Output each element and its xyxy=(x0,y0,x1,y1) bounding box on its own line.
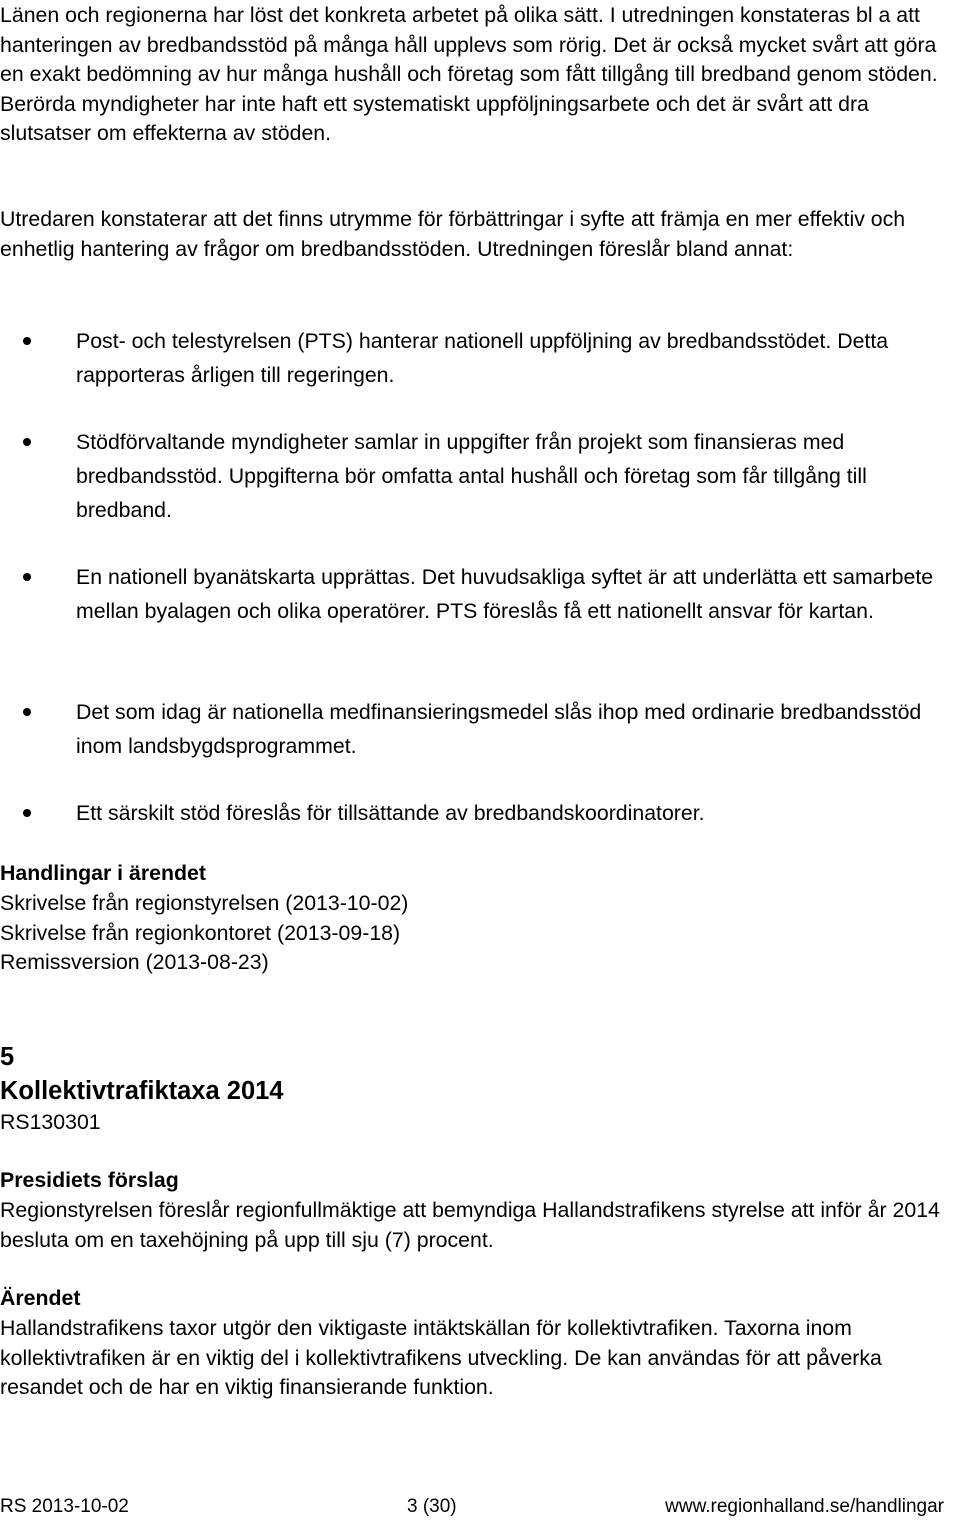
handling-item: Skrivelse från regionstyrelsen (2013-10-02) xyxy=(0,891,409,915)
intro-paragraph: Länen och regionerna har löst det konkreta arbetet på olika sätt. I utredningen konstateras bl a att hanteringen av bredbandsstöd på många håll upplevs som rörig. Det är också mycket svårt att göra en exakt bedömning av hur många hushåll och företag som fått tillgång till bredband genom stöden. Berörda myndigheter har inte haft ett systematiskt uppföljningsarbete och det är svårt att dra slutsatser om effekterna av stöden. xyxy=(0,3,938,145)
forslag-text: Regionstyrelsen föreslår regionfullmäktige att bemyndiga Hallandstrafikens styrelse att inför år 2014 besluta om en taxehöjning på upp till sju (7) procent. xyxy=(0,1198,940,1252)
handling-item: Skrivelse från regionkontoret (2013-09-18) xyxy=(0,921,401,945)
case-reference: RS130301 xyxy=(0,1110,101,1134)
bullet-icon xyxy=(23,438,31,446)
list-item-text: Ett särskilt stöd föreslås för tillsättande av bredbandskoordinatorer. xyxy=(76,801,705,825)
footer-date: RS 2013-10-02 xyxy=(0,1496,129,1517)
arendet-text: Hallandstrafikens taxor utgör den viktigaste intäktskällan för kollektivtrafiken. Taxorna inom kollektivtrafiken är en viktig del i kollektivtrafikens utveckling. De kan användas för att påverka resandet och de har en viktig finansierande funktion. xyxy=(0,1316,882,1399)
list-item-text: Det som idag är nationella medfinansieringsmedel slås ihop med ordinarie bredbandsstöd inom landsbygdsprogrammet. xyxy=(76,700,922,758)
utredaren-paragraph: Utredaren konstaterar att det finns utrymme för förbättringar i syfte att främja en mer effektiv och enhetlig hantering av frågor om bredbandsstöden. Utredningen föreslår bland annat: xyxy=(0,207,906,261)
list-item-text: En nationell byanätskarta upprättas. Det huvudsakliga syftet är att underlätta ett samarbete mellan byalagen och olika operatörer. PTS föreslås få ett nationellt ansvar för kartan. xyxy=(76,565,934,623)
section-number: 5 xyxy=(0,1043,15,1071)
bullet-icon xyxy=(23,809,31,817)
footer-link[interactable]: www.regionhalland.se/handlingar xyxy=(665,1496,944,1517)
list-item-text: Stödförvaltande myndigheter samlar in uppgifter från projekt som finansieras med bredbandsstöd. Uppgifterna bör omfatta antal hushåll och företag som får tillgång till bredband. xyxy=(76,430,867,522)
page-footer xyxy=(0,1494,960,1520)
list-item-text: Post- och telestyrelsen (PTS) hanterar nationell uppföljning av bredbandsstödet. Detta rapporteras årligen till regeringen. xyxy=(76,329,889,387)
section-title: Kollektivtrafiktaxa 2014 xyxy=(0,1077,284,1105)
forslag-heading: Presidiets förslag xyxy=(0,1168,179,1192)
footer-page-number: 3 (30) xyxy=(407,1496,457,1517)
arendet-heading: Ärendet xyxy=(0,1286,81,1310)
handling-item: Remissversion (2013-08-23) xyxy=(0,950,269,974)
bullet-icon xyxy=(23,708,31,716)
bullet-icon xyxy=(23,573,31,581)
bullet-icon xyxy=(23,337,31,345)
handlingar-heading: Handlingar i ärendet xyxy=(0,861,206,885)
